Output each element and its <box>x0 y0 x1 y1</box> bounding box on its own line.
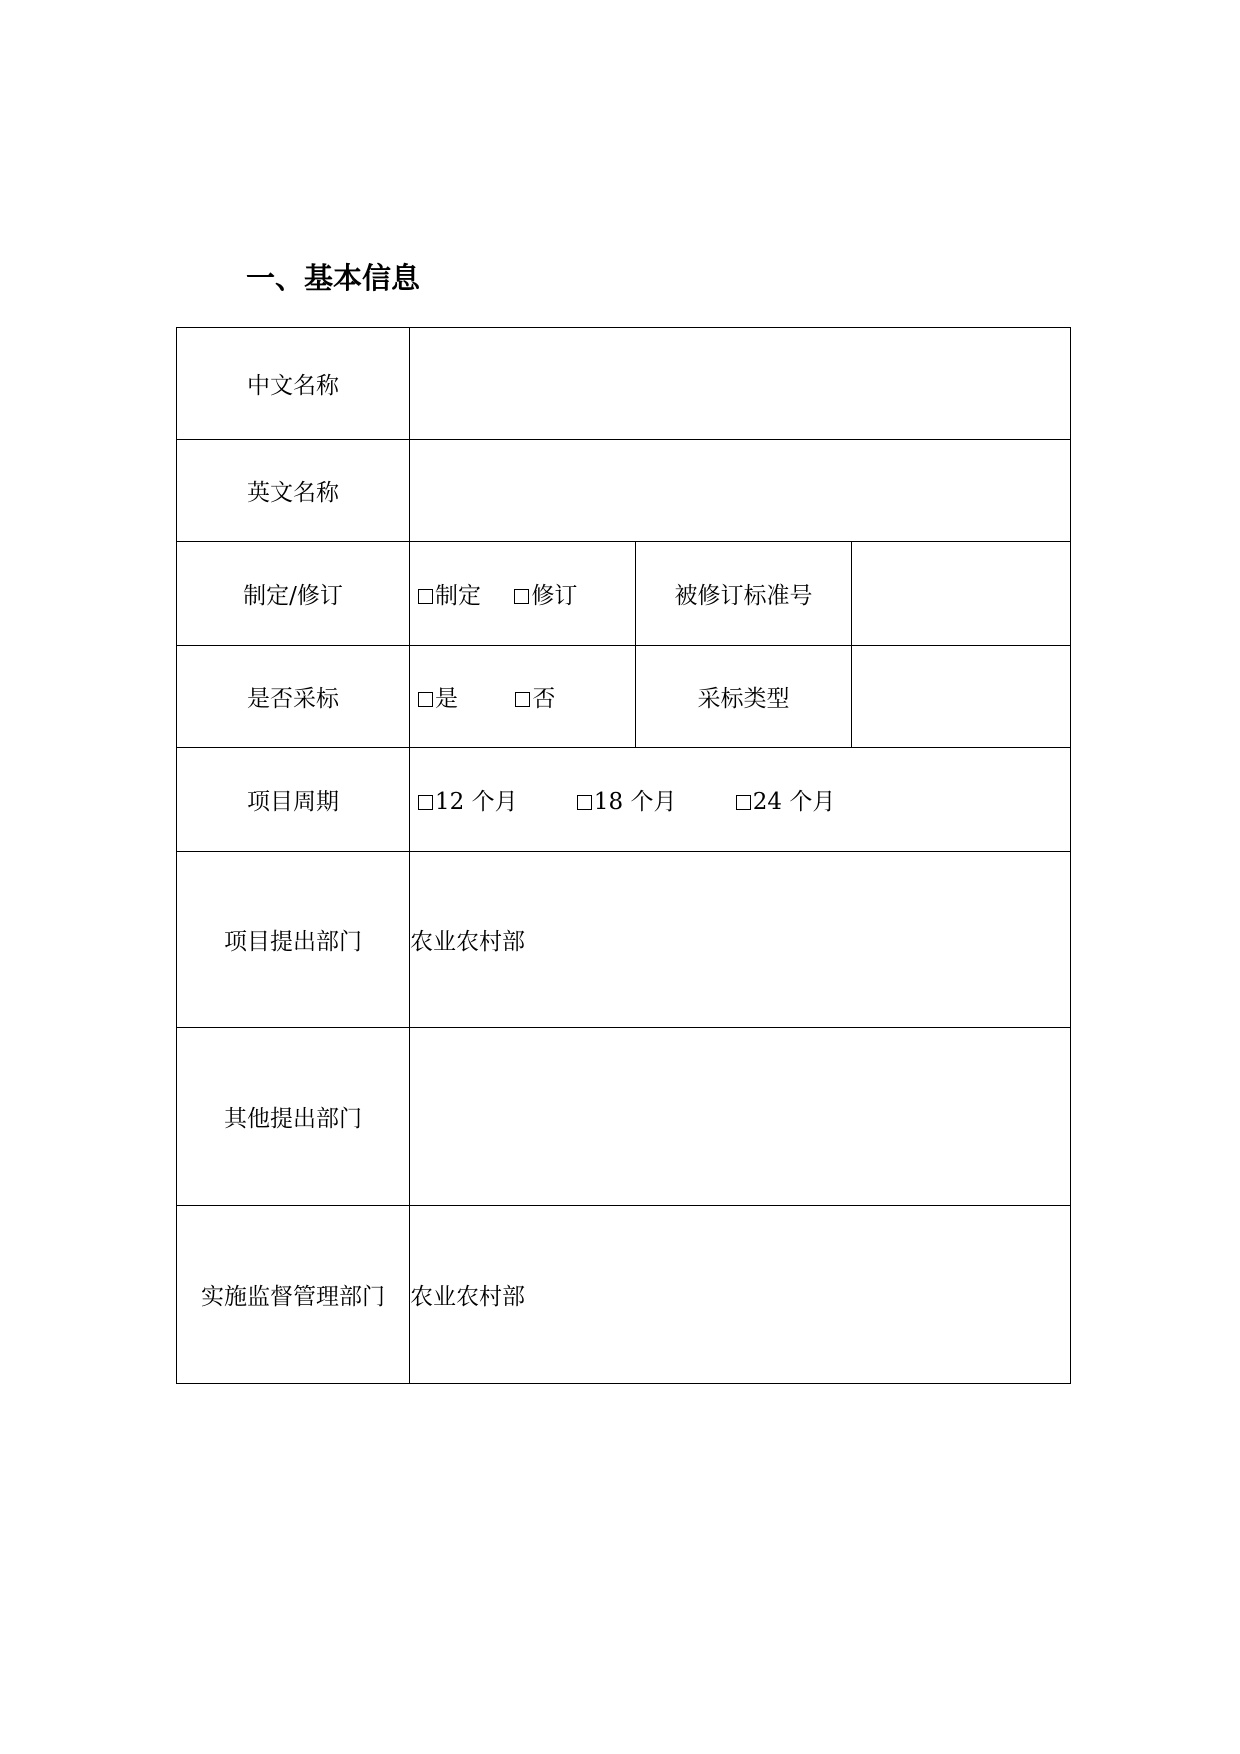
other-proposer-field[interactable] <box>410 1028 1071 1206</box>
proposer-field[interactable]: 农业农村部 <box>410 852 1071 1028</box>
row-english-name <box>177 440 1071 542</box>
checkbox-icon[interactable] <box>514 589 529 604</box>
english-name-field[interactable] <box>410 440 1071 542</box>
other-proposer-label: 其他提出部门 <box>177 1028 410 1206</box>
basic-info-table <box>176 327 1071 1384</box>
option-draft[interactable] <box>418 577 481 610</box>
option-12-months-label: 12 个月 <box>435 789 518 815</box>
proposer-label: 项目提出部门 <box>177 852 410 1028</box>
row-period <box>177 748 1071 852</box>
option-revise[interactable] <box>514 577 577 610</box>
option-no-label: 否 <box>532 686 556 712</box>
row-chinese-name <box>177 328 1071 440</box>
option-yes-label: 是 <box>435 686 458 712</box>
checkbox-icon[interactable] <box>418 795 433 810</box>
chinese-name-label: 中文名称 <box>177 328 410 440</box>
draft-revise-options <box>410 542 636 646</box>
option-12-months[interactable] <box>418 783 518 816</box>
period-label: 项目周期 <box>177 748 410 852</box>
checkbox-icon[interactable] <box>418 692 433 707</box>
checkbox-icon[interactable] <box>736 795 751 810</box>
section-heading: 一、基本信息 <box>246 261 421 295</box>
revised-standard-label: 被修订标准号 <box>636 542 852 646</box>
english-name-label: 英文名称 <box>177 440 410 542</box>
adopt-options <box>410 646 636 748</box>
option-revise-label: 修订 <box>531 583 578 609</box>
option-24-months-label: 24 个月 <box>752 789 836 815</box>
row-supervisor <box>177 1206 1071 1384</box>
draft-revise-label: 制定/修订 <box>177 542 410 646</box>
option-24-months[interactable] <box>736 783 836 816</box>
row-adopt <box>177 646 1071 748</box>
adopt-label: 是否采标 <box>177 646 410 748</box>
revised-standard-field[interactable] <box>852 542 1071 646</box>
chinese-name-field[interactable] <box>410 328 1071 440</box>
option-18-months[interactable] <box>577 783 677 816</box>
checkbox-icon[interactable] <box>515 692 530 707</box>
row-draft-revise <box>177 542 1071 646</box>
option-draft-label: 制定 <box>435 583 481 609</box>
checkbox-icon[interactable] <box>418 589 433 604</box>
supervisor-field[interactable]: 农业农村部 <box>410 1206 1071 1384</box>
supervisor-label: 实施监督管理部门 <box>177 1206 410 1384</box>
option-18-months-label: 18 个月 <box>593 789 677 815</box>
period-options <box>410 748 1071 852</box>
option-no[interactable] <box>515 680 555 713</box>
adopt-type-label: 采标类型 <box>636 646 852 748</box>
option-yes[interactable] <box>418 680 458 713</box>
row-proposer <box>177 852 1071 1028</box>
row-other-proposer <box>177 1028 1071 1206</box>
adopt-type-field[interactable] <box>852 646 1071 748</box>
checkbox-icon[interactable] <box>577 795 592 810</box>
